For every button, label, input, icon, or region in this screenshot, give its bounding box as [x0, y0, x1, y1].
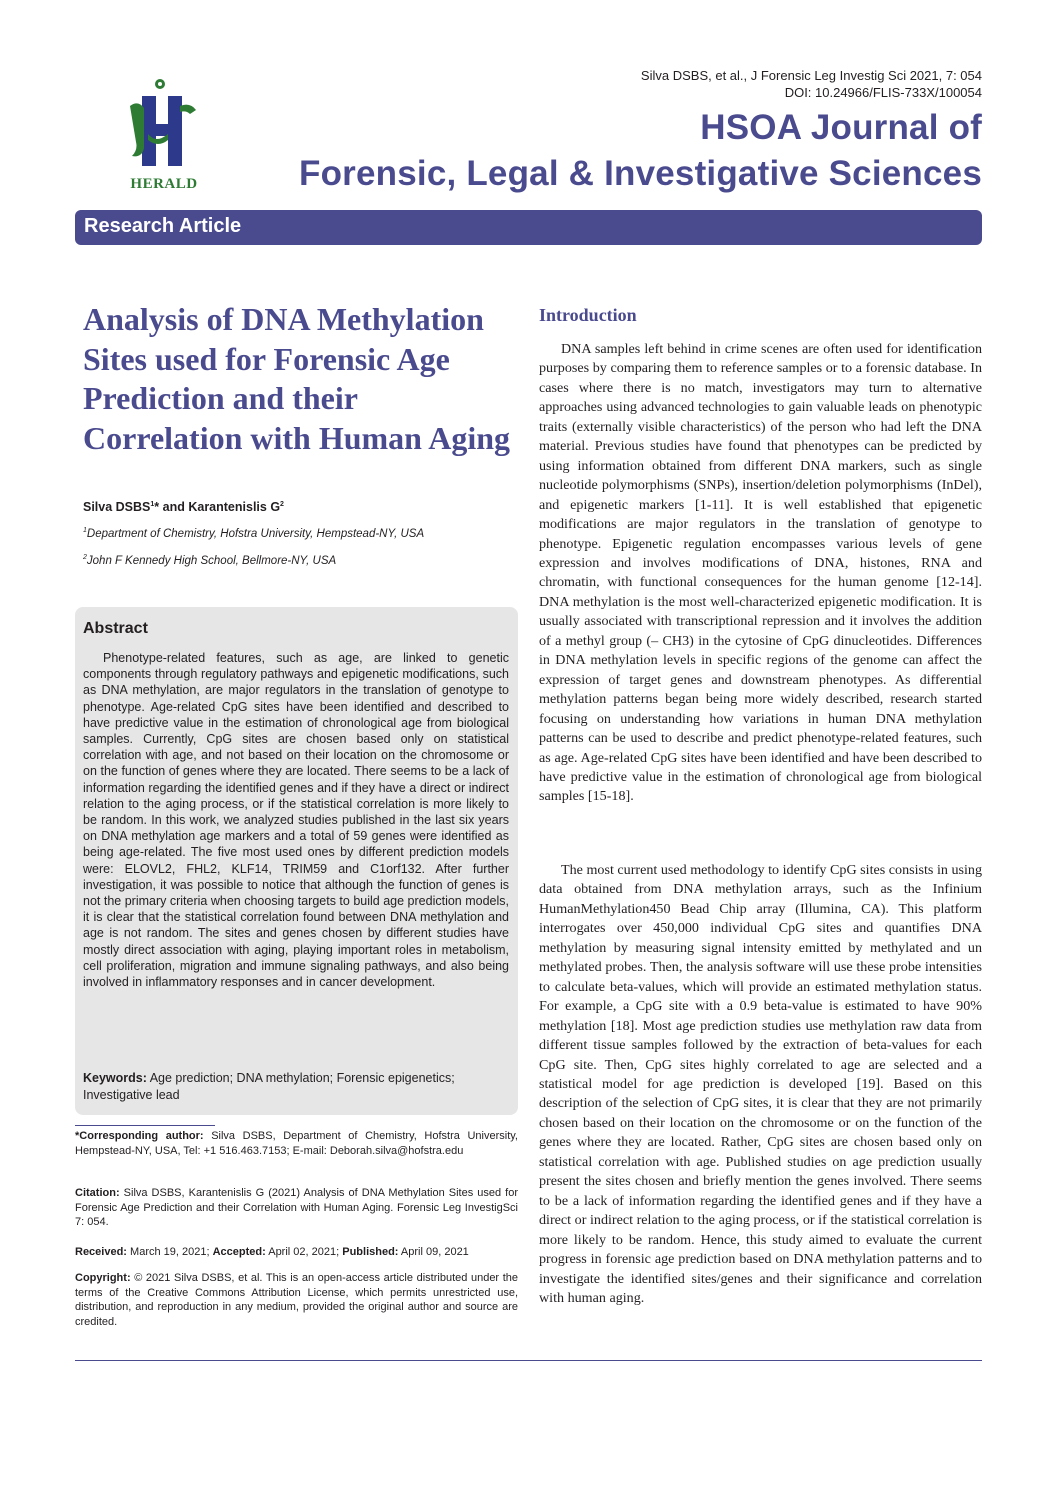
accepted-date: April 02, 2021;: [265, 1246, 343, 1258]
doi-line: DOI: 10.24966/FLIS-733X/100054: [784, 85, 982, 100]
introduction-paragraph-1: DNA samples left behind in crime scenes are often used for identification purposes by comparing them to reference samples or to a forensic database. In cases where there is no match, investigators may turn to alternative approaches using advanced technologies to gain valuable leads on phenotypic traits (externally visible characteristics) of the person who had left the DNA material. Previous studies have found that phenotypes can be predicted by using information obtained from different DNA markers, such as single nucleotide polymorphisms (SNPs), insertion/deletion polymorphisms (InDel), and epigenetic markers [1-11]. It is well established that epigenetic modifications are major regulators in the translation of genotype to phenotype. Epigenetic regulation encompasses various levels of gene expression and involves modifications of DNA, histones, RNA and chromatin, with functional consequences for the human genome [12-14]. DNA methylation is the most well-characterized epigenetic modification. It is usually associated with transcriptional repression and it involves the addition of a methyl group (– CH3) in the cytosine of CpG dinucleotides. Differences in DNA methylation levels in specific regions of the genome can affect the expression of target genes and downstream phenotypes. As differential methylation patterns began being more widely described, research started focusing on understanding how variations in human DNA methylation patterns can be used to describe and predict phenotype-related features, such as age. Age-related CpG sites have been identified and have been described to have predictive value in the estimation of chronological age from biological samples [15-18].: [539, 341, 982, 805]
herald-h-icon: [120, 76, 208, 176]
section-banner: [75, 210, 982, 245]
logo-text: HERALD: [130, 176, 198, 192]
footnote-divider: [75, 1125, 215, 1126]
accepted-label: Accepted:: [212, 1246, 266, 1258]
corresponding-author-note: [75, 1129, 518, 1158]
corresponding-label: *Corresponding author:: [75, 1130, 204, 1142]
abstract-heading: Abstract: [83, 620, 148, 637]
affiliation-1-sup: 1: [83, 527, 87, 534]
author-1-sup: 1: [150, 500, 155, 508]
journal-title-line1: HSOA Journal of: [700, 108, 982, 147]
received-label: Received:: [75, 1246, 127, 1258]
affiliation-2-sup: 2: [83, 554, 87, 561]
bottom-divider: [75, 1360, 982, 1361]
keywords-label: Keywords:: [83, 1071, 147, 1085]
abstract-box: [75, 607, 518, 1115]
copyright-text: © 2021 Silva DSBS, et al. This is an open-access article distributed under the terms of the Creative Commons Attribution License, which permits unrestricted use, distribution, and reproduction in any medium, provided the original author and source are credited.: [75, 1272, 518, 1328]
herald-logo: [120, 76, 208, 194]
affiliation-1: [83, 527, 424, 540]
affiliation-1-text: Department of Chemistry, Hofstra University, Hempstead-NY, USA: [86, 527, 425, 540]
copyright-label: Copyright:: [75, 1272, 131, 1284]
corresponding-star: *: [154, 500, 160, 514]
introduction-paragraph-2: The most current used methodology to identify CpG sites consists in using data obtained from DNA methylation arrays, such as the Infinium HumanMethylation450 Bead Chip array (Illumina, CA). This platform interrogates over 450,000 individual CpG sites and quantifies DNA methylation by measuring signal intensity emitted by methylated and un methylated probes. Then, the analysis software will use these probe intensities to calculate beta-values, which will provide an estimated methylation status. For example, a CpG site with a 0.9 beta-value is estimated to have 90% methylation [18]. Most age prediction studies use methylation raw data from different tissue samples followed by the extraction of beta-values for each CpG site. Then, CpG sites highly correlated to age are selected and a statistical model for age prediction is developed [19]. Based on this description of the selection of CpG sites, it is clear that they are not primarily chosen based on their location on the chromosome or on the function of the genes where they are located. Rather, CpG sites are chosen based only on statistical correlation with age. Published studies on age prediction usually present the sites chosen and briefly mention the genes involved. There seems to be a lack of information regarding the identified genes and if they have a direct or indirect relation to the aging process, or if the statistical correlation is more likely to be random. Hence, this study aimed to evaluate the current progress in forensic age prediction based on DNA methylation patterns and to investigate the identified sites/genes and their significance and correlation with human aging.: [539, 862, 982, 1306]
affiliation-2: [83, 554, 336, 567]
article-title: Analysis of DNA Methylation Sites used for Forensic Age Prediction and their Correlation with Human Aging: [83, 301, 510, 456]
author-2-sup: 2: [280, 500, 284, 508]
corresponding-text: Silva DSBS, Department of Chemistry, Hofstra University, Hempstead-NY, USA, Tel: +1 516.463.7153; E-mail: Deborah.silva@hofstra.edu: [75, 1130, 518, 1157]
citation-note: [75, 1186, 518, 1230]
journal-title-line2: Forensic, Legal & Investigative Sciences: [299, 154, 982, 193]
section-label: Research Article: [84, 215, 242, 237]
introduction-heading: Introduction: [539, 305, 637, 325]
citation-line: Silva DSBS, et al., J Forensic Leg Investig Sci 2021, 7: 054: [640, 68, 982, 83]
received-date: March 19, 2021;: [126, 1246, 213, 1258]
author-and: and: [159, 500, 189, 514]
author-1: Silva DSBS: [83, 500, 151, 514]
abstract-text: Phenotype-related features, such as age, are linked to genetic components through regulatory pathways and epigenetic modifications, such as DNA methylation, are major regulators in the translation of genotype to phenotype. Age-related CpG sites have been identified and described to have predictive value in the estimation of chronological age from biological samples. Currently, CpG sites are chosen based only on statistical correlation with age, and not based on their location on the chromosome or on the function of genes where they are located. There seems to be a lack of information regarding the identified genes and if they have a direct or indirect relation to the aging process, or if the statistical correlation is more likely to be random. In this work, we analyzed studies published in the last six years on DNA methylation age markers and a total of 59 genes were identified as being age-related. The five most used ones by different prediction models were: ELOVL2, FHL2, KLF14, TRIM59 and C1orf132. After further investigation, it was possible to notice that although the function of genes is not the primary criteria when choosing targets to build age prediction models, it is clear that the statistical correlation found between DNA methylation and age is not random. The sites and genes chosen by different studies have mostly direct association with aging, playing important roles in metabolism, cell proliferation, migration and immune signaling pathways, and also being involved in inflammatory responses and in cancer development.: [83, 651, 509, 990]
published-label: Published:: [342, 1246, 399, 1258]
citation-label: Citation:: [75, 1187, 120, 1199]
citation-text: Silva DSBS, Karantenislis G (2021) Analysis of DNA Methylation Sites used for Forensic Age Prediction and their Correlation with Human Aging. Forensic Leg InvestigSci 7: 054.: [75, 1187, 518, 1228]
author-line: [83, 500, 284, 514]
published-date: April 09, 2021: [398, 1246, 469, 1258]
citation-header: [641, 67, 982, 101]
affiliation-2-text: John F Kennedy High School, Bellmore-NY, USA: [86, 554, 337, 567]
author-2: Karantenislis G: [188, 500, 281, 514]
copyright-note: [75, 1271, 518, 1329]
dates-note: [75, 1245, 518, 1260]
keywords-text: Age prediction; DNA methylation; Forensic epigenetics; Investigative lead: [83, 1071, 455, 1102]
keywords: [83, 1070, 509, 1104]
